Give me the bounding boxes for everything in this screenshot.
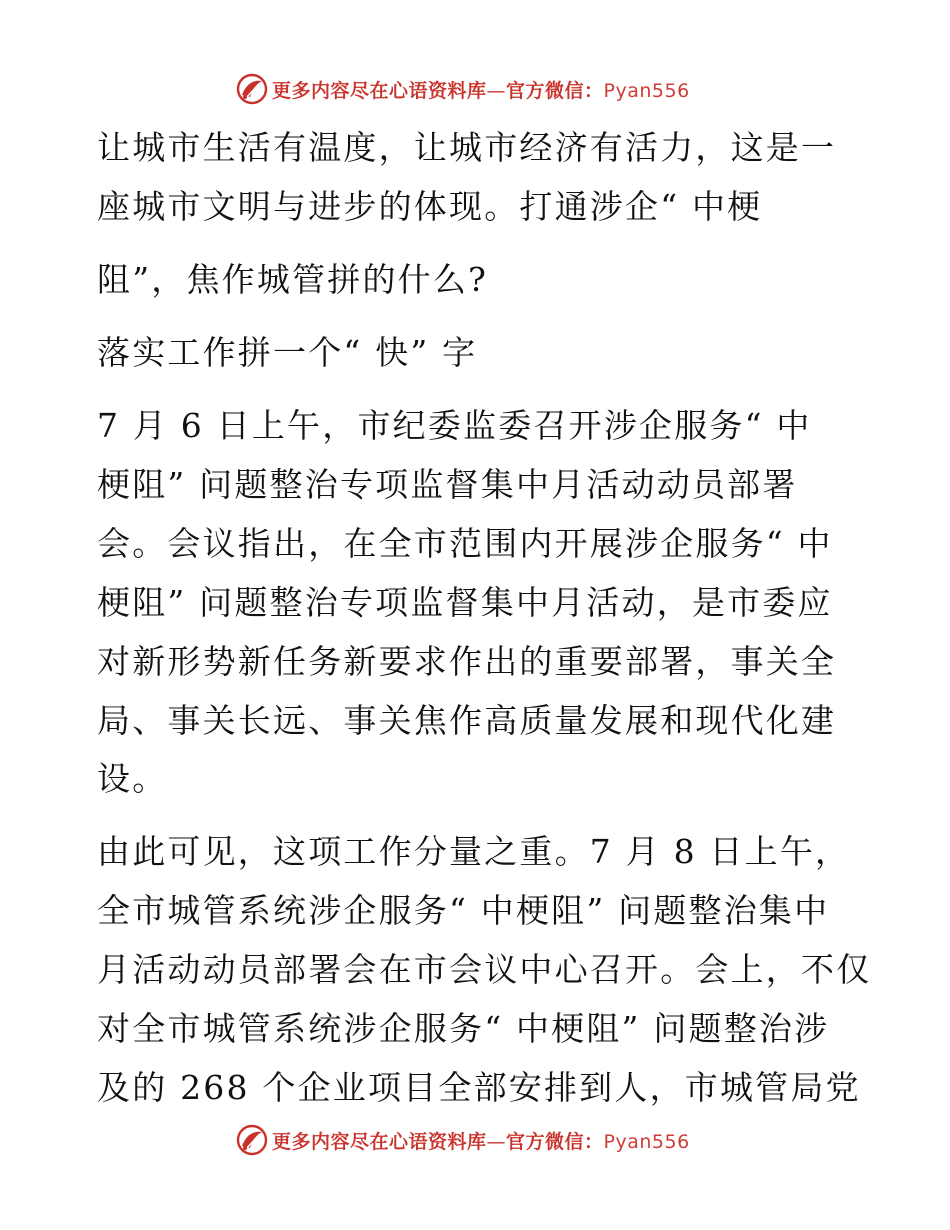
text-line: 会。会议指出，在全市范围内开展涉企服务“ 中 [97,524,833,563]
logo-icon [236,1124,268,1156]
text-line: 设。 [97,759,168,798]
watermark-main: 更多内容尽在心语资料库 [272,1130,487,1153]
watermark-label: 官方微信： [506,79,604,102]
watermark-banner-top [236,73,716,105]
watermark-banner-bottom [236,1124,716,1156]
logo-icon [236,73,268,105]
watermark-account: Pyan556 [603,1130,690,1153]
watermark-text [272,76,690,103]
text-line: 全市城管系统涉企服务“ 中梗阻” 问题整治集中 [97,891,830,930]
text-line: 梗阻” 问题整治专项监督集中月活动，是市委应 [97,583,833,622]
text-line: 对全市城管系统涉企服务“ 中梗阻” 问题整治涉 [97,1009,830,1048]
text-line: 落实工作拼一个“ 快” 字 [97,333,478,372]
text-line: 由此可见，这项工作分量之重。7 月 8 日上午， [97,832,851,871]
text-line: 对新形势新任务新要求作出的重要部署，事关全 [97,642,837,681]
watermark-text [272,1127,690,1154]
watermark-account: Pyan556 [603,79,690,102]
text-line: 月活动动员部署会在市会议中心召开。会上，不仅 [97,950,872,989]
text-line: 梗阻” 问题整治专项监督集中月活动动员部署 [97,465,798,504]
text-line: 让城市生活有温度，让城市经济有活力，这是一 [97,128,837,167]
watermark-main: 更多内容尽在心语资料库 [272,79,487,102]
text-line: 及的 268 个企业项目全部安排到人，市城管局党 [97,1068,861,1107]
text-line: 7 月 6 日上午，市纪委监委召开涉企服务“ 中 [97,406,812,445]
watermark-label: 官方微信： [506,1130,604,1153]
watermark-separator: — [486,1130,507,1153]
text-line: 阻”，焦作城管拼的什么? [97,260,488,299]
text-line: 局、事关长远、事关焦作高质量发展和现代化建 [97,701,837,740]
text-line: 座城市文明与进步的体现。打通涉企“ 中梗 [97,187,763,226]
watermark-separator: — [486,79,507,102]
